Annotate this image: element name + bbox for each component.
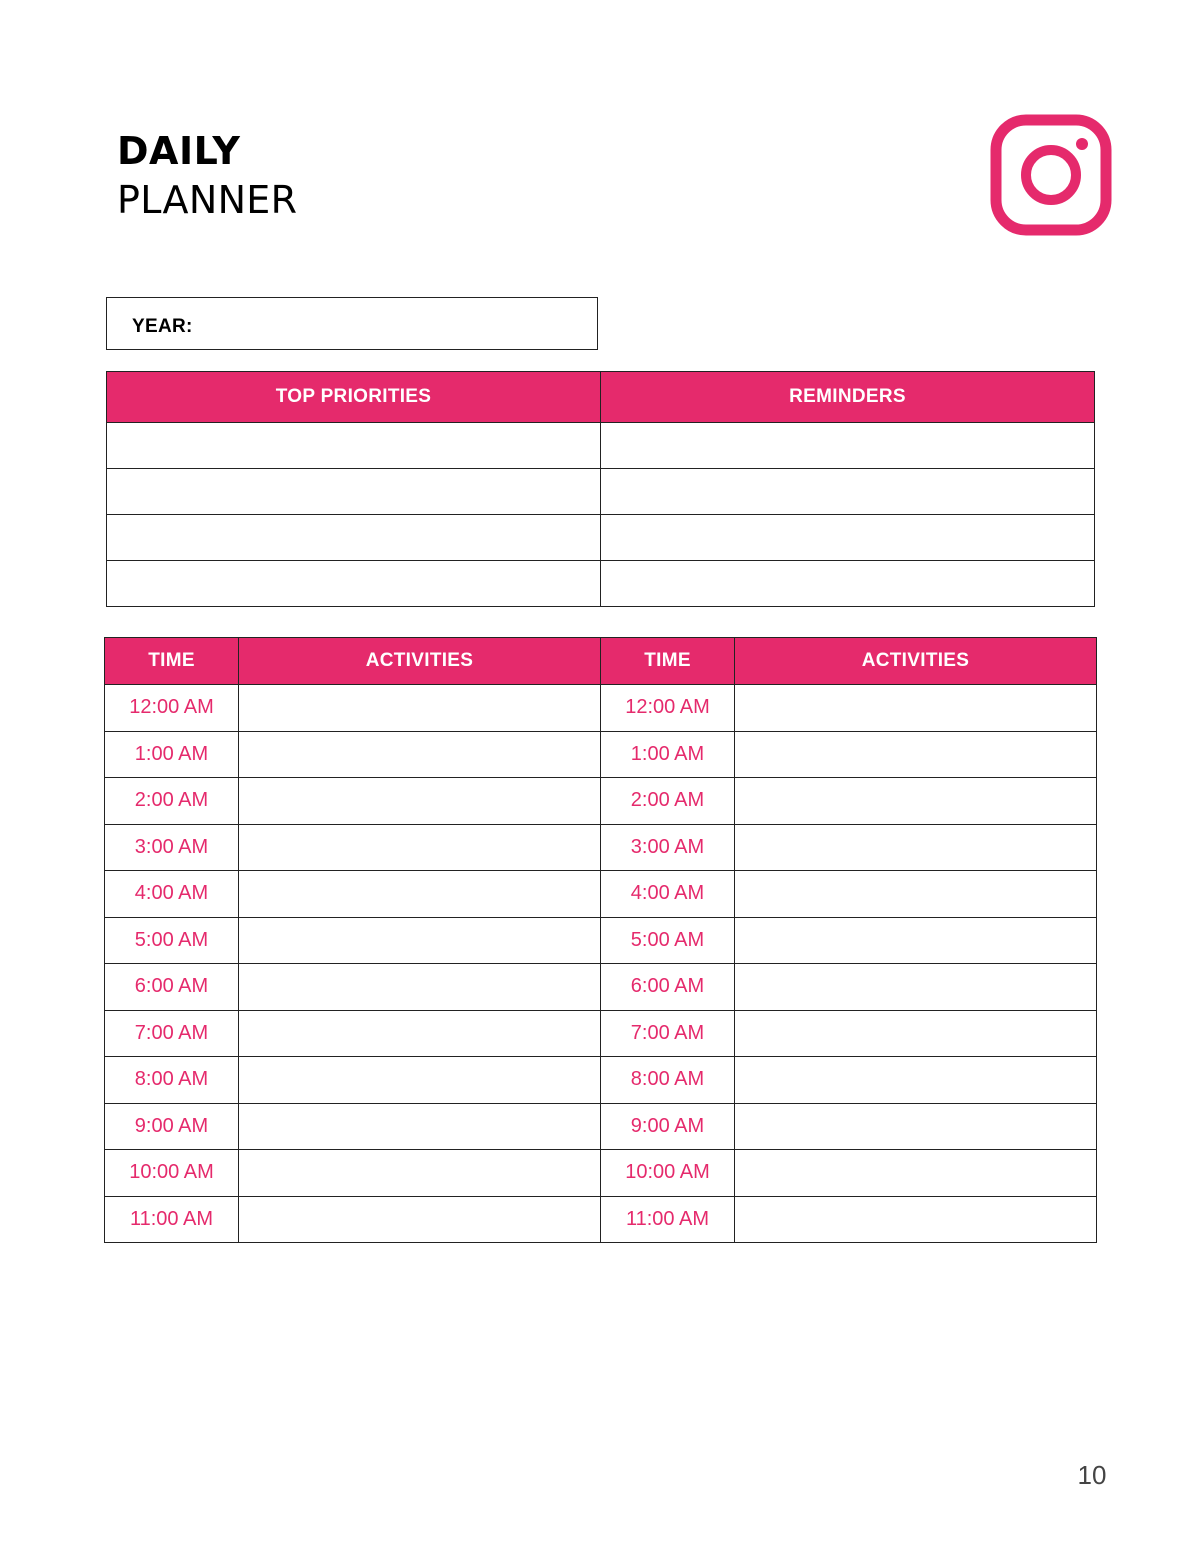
time-cell-left: 4:00 AM [105, 871, 239, 918]
priority-cell[interactable] [107, 469, 601, 515]
table-row [107, 469, 1095, 515]
activity-cell-left[interactable] [239, 685, 601, 732]
instagram-icon [990, 114, 1112, 236]
time-cell-right: 8:00 AM [601, 1057, 735, 1104]
time-header-right: TIME [601, 638, 735, 685]
priorities-header-row [107, 372, 1095, 423]
table-row [105, 1196, 1097, 1243]
activities-header-right: ACTIVITIES [735, 638, 1097, 685]
reminders-header: REMINDERS [601, 372, 1095, 423]
year-label: YEAR: [132, 316, 193, 337]
page-title [117, 128, 297, 226]
activity-cell-left[interactable] [239, 778, 601, 825]
time-cell-left: 1:00 AM [105, 731, 239, 778]
activity-cell-right[interactable] [735, 1010, 1097, 1057]
schedule-table [104, 637, 1097, 1243]
activity-cell-left[interactable] [239, 1150, 601, 1197]
table-row [105, 778, 1097, 825]
activity-cell-right[interactable] [735, 917, 1097, 964]
time-cell-right: 11:00 AM [601, 1196, 735, 1243]
activity-cell-left[interactable] [239, 824, 601, 871]
time-cell-right: 7:00 AM [601, 1010, 735, 1057]
priorities-table [106, 371, 1095, 607]
table-row [107, 515, 1095, 561]
activity-cell-right[interactable] [735, 871, 1097, 918]
time-cell-right: 9:00 AM [601, 1103, 735, 1150]
time-cell-right: 2:00 AM [601, 778, 735, 825]
reminder-cell[interactable] [601, 423, 1095, 469]
activities-header-left: ACTIVITIES [239, 638, 601, 685]
activity-cell-left[interactable] [239, 917, 601, 964]
table-row [105, 1010, 1097, 1057]
activity-cell-right[interactable] [735, 1196, 1097, 1243]
activity-cell-left[interactable] [239, 1057, 601, 1104]
time-cell-right: 12:00 AM [601, 685, 735, 732]
activity-cell-left[interactable] [239, 1103, 601, 1150]
activity-cell-left[interactable] [239, 964, 601, 1011]
time-cell-left: 6:00 AM [105, 964, 239, 1011]
time-cell-left: 9:00 AM [105, 1103, 239, 1150]
page-number: 10 [1077, 1460, 1107, 1490]
time-cell-left: 3:00 AM [105, 824, 239, 871]
table-row [107, 423, 1095, 469]
time-cell-left: 7:00 AM [105, 1010, 239, 1057]
table-row [107, 561, 1095, 607]
priority-cell[interactable] [107, 561, 601, 607]
time-cell-left: 11:00 AM [105, 1196, 239, 1243]
activity-cell-right[interactable] [735, 1103, 1097, 1150]
time-cell-right: 10:00 AM [601, 1150, 735, 1197]
time-cell-left: 2:00 AM [105, 778, 239, 825]
priority-cell[interactable] [107, 423, 601, 469]
activity-cell-left[interactable] [239, 1010, 601, 1057]
activity-cell-left[interactable] [239, 1196, 601, 1243]
time-header-left: TIME [105, 638, 239, 685]
priority-cell[interactable] [107, 515, 601, 561]
time-cell-right: 4:00 AM [601, 871, 735, 918]
time-cell-left: 5:00 AM [105, 917, 239, 964]
reminder-cell[interactable] [601, 561, 1095, 607]
activity-cell-right[interactable] [735, 1150, 1097, 1197]
table-row [105, 917, 1097, 964]
table-row [105, 964, 1097, 1011]
activity-cell-right[interactable] [735, 731, 1097, 778]
table-row [105, 731, 1097, 778]
time-cell-left: 10:00 AM [105, 1150, 239, 1197]
table-row [105, 1150, 1097, 1197]
time-cell-right: 5:00 AM [601, 917, 735, 964]
table-row [105, 824, 1097, 871]
title-daily: DAILY [117, 129, 241, 173]
activity-cell-right[interactable] [735, 685, 1097, 732]
activity-cell-right[interactable] [735, 1057, 1097, 1104]
activity-cell-right[interactable] [735, 778, 1097, 825]
time-cell-left: 12:00 AM [105, 685, 239, 732]
year-field[interactable] [106, 297, 598, 350]
reminder-cell[interactable] [601, 469, 1095, 515]
table-row [105, 685, 1097, 732]
time-cell-right: 1:00 AM [601, 731, 735, 778]
time-cell-left: 8:00 AM [105, 1057, 239, 1104]
table-row [105, 1103, 1097, 1150]
activity-cell-right[interactable] [735, 824, 1097, 871]
reminder-cell[interactable] [601, 515, 1095, 561]
top-priorities-header: TOP PRIORITIES [107, 372, 601, 423]
table-row [105, 1057, 1097, 1104]
activity-cell-left[interactable] [239, 871, 601, 918]
title-planner: PLANNER [117, 178, 298, 222]
table-row [105, 871, 1097, 918]
time-cell-right: 3:00 AM [601, 824, 735, 871]
time-cell-right: 6:00 AM [601, 964, 735, 1011]
activity-cell-left[interactable] [239, 731, 601, 778]
activity-cell-right[interactable] [735, 964, 1097, 1011]
schedule-header-row [105, 638, 1097, 685]
